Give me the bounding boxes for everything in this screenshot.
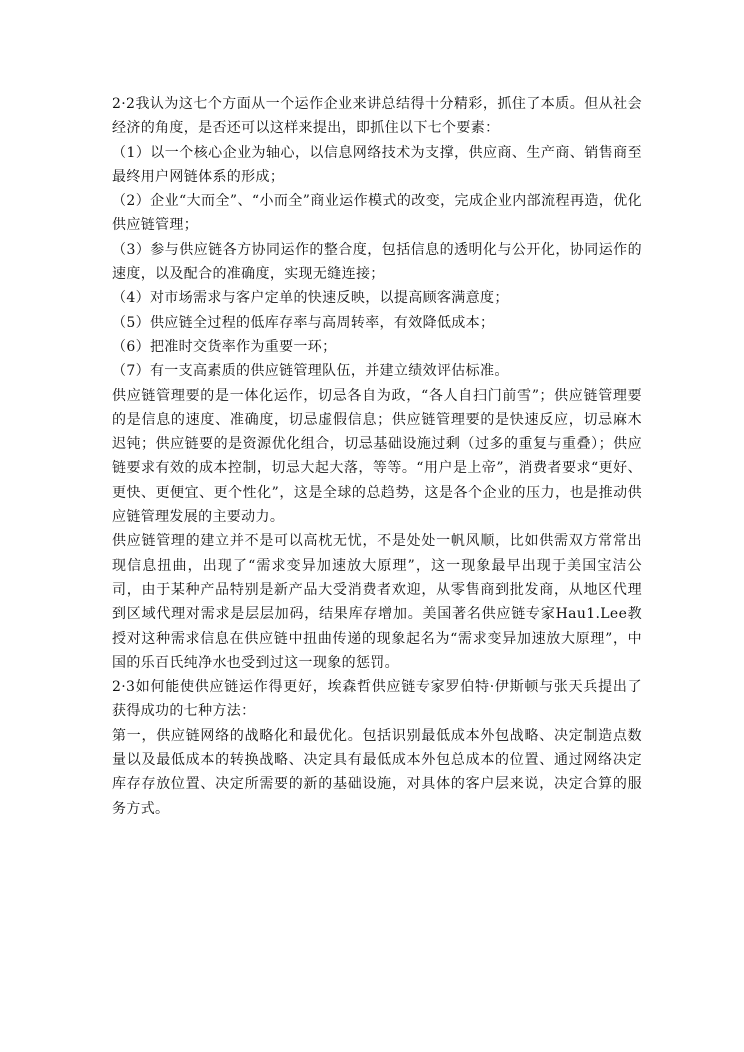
list-item-4: （4）对市场需求与客户定单的快速反映，以提高顾客满意度； bbox=[112, 290, 509, 307]
list-item-6: （6）把准时交货率作为重要一环； bbox=[112, 338, 337, 355]
paragraph-intro: 2·2我认为这七个方面从一个运作企业来讲总结得十分精彩，抓住了本质。但从社会经济的角度，是否还可以这样来提出，即抓住以下七个要素： bbox=[112, 96, 642, 137]
list-item-2: （2）企业“大而全”、“小而全”商业运作模式的改变，完成企业内部流程再造，优化供应链管理； bbox=[112, 193, 642, 234]
list-item-5: （5）供应链全过程的低库存率与高周转率，有效降低成本； bbox=[112, 314, 495, 331]
document-body bbox=[112, 92, 642, 821]
paragraph-bullwhip: 供应链管理的建立并不是可以高枕无忧，不是处处一帆风顺，比如供需双方常常出现信息扭曲，出现了“需求变异加速放大原理”，这一现象最早出现于美国宝洁公司，由于某种产品特别是新产品大受消费者欢迎，从零售商到批发商，从地区代理到区域代理对需求是层层加码，结果库存增加。美国著名供应链专家Hau1.Lee教授对这种需求信息在供应链中扭曲传递的现象起名为“需求变异加速放大原理”，中国的乐百氏纯净水也受到过这一现象的惩罚。 bbox=[112, 533, 642, 671]
paragraph-integration: 供应链管理要的是一体化运作，切忌各自为政，“各人自扫门前雪”；供应链管理要的是信息的速度、准确度，切忌虚假信息；供应链管理要的是快速反应，切忌麻木迟钝；供应链要的是资源优化组合，切忌基础设施过剩（过多的重复与重叠）；供应链要求有效的成本控制，切忌大起大落，等等。“用户是上帝”，消费者要求“更好、更快、更便宜、更个性化”，这是全球的总趋势，这是各个企业的压力，也是推动供应链管理发展的主要动力。 bbox=[112, 387, 642, 526]
list-item-7: （7）有一支高素质的供应链管理队伍，并建立绩效评估标准。 bbox=[112, 363, 509, 380]
paragraph-method-1: 第一，供应链网络的战略化和最优化。包括识别最低成本外包战略、决定制造点数量以及最低成本的转换战略、决定具有最低成本外包总成本的位置、通过网络决定库存存放位置、决定所需要的新的基础设施，对具体的客户层来说，决定合算的服务方式。 bbox=[112, 727, 642, 817]
list-item-1: （1）以一个核心企业为轴心，以信息网络技术为支撑，供应商、生产商、销售商至最终用户网链体系的形成； bbox=[112, 144, 642, 185]
paragraph-section-2-3: 2·3如何能使供应链运作得更好，埃森哲供应链专家罗伯特·伊斯顿与张天兵提出了获得成功的七种方法： bbox=[112, 679, 642, 720]
list-item-3: （3）参与供应链各方协同运作的整合度，包括信息的透明化与公开化，协同运作的速度，以及配合的准确度，实现无缝连接； bbox=[112, 241, 642, 283]
